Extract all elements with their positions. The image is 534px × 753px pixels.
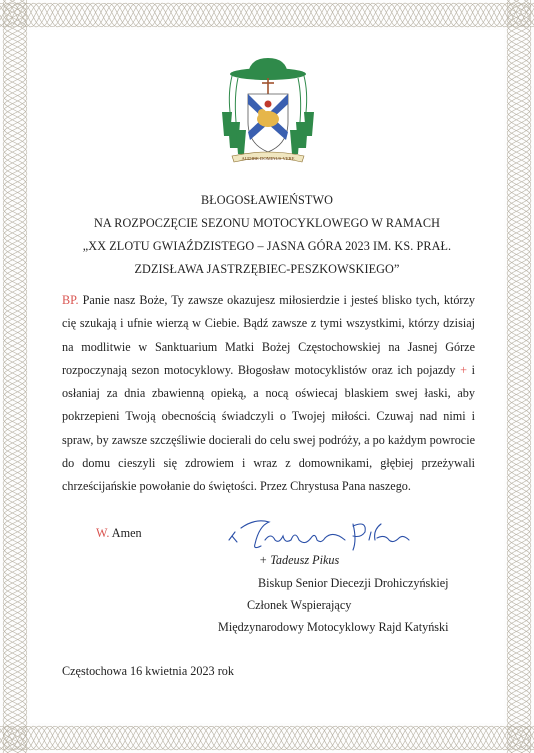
title-line-2: NA ROZPOCZĘCIE SEZONU MOTOCYKLOWEGO W RAMACH <box>94 216 440 230</box>
response-marker: W. <box>96 526 110 540</box>
prayer-marker: BP. <box>62 293 79 307</box>
prayer-part-2: i osłaniaj za dnia zbawienną opieką, a nocą oświecaj blaskiem swej łaski, aby pokrzepieni Twoją obecnością świadczyli o Twojej miłości. Czuwaj nad nimi i spraw, by zawsze szczęśliwie docierali do celu swej podróży, a po każdym powrocie do domu cieszyli się zdrowiem i wraz z domownikami, głębiej przeżywali chrześcijańskie powołanie do świętości. Przez Chrystusa Pana naszego. <box>62 362 476 494</box>
response-text: Amen <box>109 526 142 540</box>
prayer-part-1: Panie nasz Boże, Ty zawsze okazujesz miłosierdzie i jesteś blisko tych, którzy cię szukają i ufnie wierzą w Ciebie. Bądź zawsze z tymi wszystkimi, którzy dzisiaj na modlitwie w Sanktuarium Matki Bożej Częstochowskiej na Jasnej Górze rozpoczynają sezon motocyklowy. Błogosław motocyklistów oraz ich pojazdy <box>62 293 475 377</box>
place-and-date: Częstochowa 16 kwietnia 2023 rok <box>62 664 234 678</box>
sign-of-cross: + <box>460 362 467 377</box>
prayer-text <box>62 289 475 499</box>
episcopal-coat-of-arms <box>218 52 318 164</box>
svg-text:AUDIRE DOMINUS VERE: AUDIRE DOMINUS VERE <box>241 156 295 161</box>
signer-name: + Tadeusz Pikus <box>259 553 340 567</box>
title-line-3: „XX ZLOTU GWIAŹDZISTEGO – JASNA GÓRA 2023 IM. KS. PRAŁ. <box>82 239 452 253</box>
signer-role-1: Biskup Senior Diecezji Drohiczyńskiej <box>258 576 449 590</box>
title-line-1: BŁOGOSŁAWIEŃSTWO <box>201 193 333 207</box>
handwritten-signature <box>225 510 415 556</box>
signer-role-2: Członek Wspierający <box>247 598 352 612</box>
signer-role-3: Międzynarodowy Motocyklowy Rajd Katyński <box>218 620 449 634</box>
title-line-4: ZDZISŁAWA JASTRZĘBIEC-PESZKOWSKIEGO” <box>134 262 400 276</box>
response-line <box>96 526 142 541</box>
